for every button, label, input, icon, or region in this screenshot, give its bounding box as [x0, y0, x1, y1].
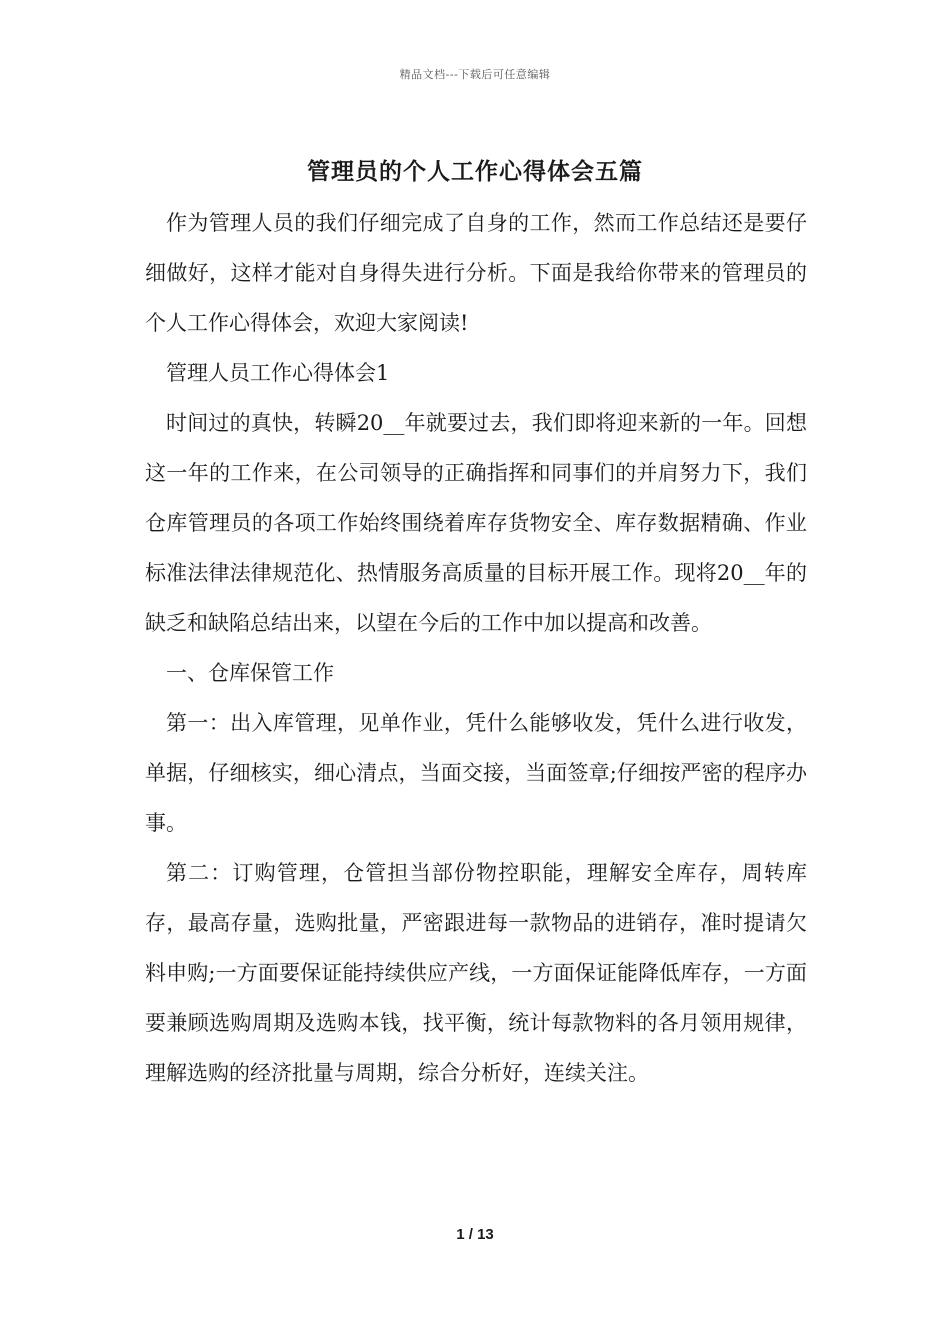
document-title: 管理员的个人工作心得体会五篇	[307, 158, 643, 185]
intro-paragraph: 作为管理人员的我们仔细完成了自身的工作，然而工作总结还是要仔细做好，这样才能对自身得失进行分析。下面是我给你带来的管理员的个人工作心得体会，欢迎大家阅读!	[145, 211, 807, 335]
document-body	[145, 198, 807, 1098]
subsection-heading: 一、仓库保管工作	[166, 661, 334, 685]
page-indicator: 1 / 13	[456, 1226, 494, 1243]
body-paragraph: 时间过的真快，转瞬20__年就要过去，我们即将迎来新的一年。回想这一年的工作来，在公司领导的正确指挥和同事们的并肩努力下，我们仓库管理员的各项工作始终围绕着库存货物安全、库存数据精确、作业标准法律法律规范化、热情服务高质量的目标开展工作。现将20__年的缺乏和缺陷总结出来，以望在今后的工作中加以提高和改善。	[145, 411, 807, 635]
section-heading: 管理人员工作心得体会1	[166, 361, 390, 385]
body-paragraph: 第一：出入库管理，见单作业，凭什么能够收发，凭什么进行收发，单据，仔细核实，细心清点，当面交接，当面签章;仔细按严密的程序办事。	[145, 711, 807, 835]
body-paragraph: 第二：订购管理，仓管担当部份物控职能，理解安全库存，周转库存，最高存量，选购批量，严密跟进每一款物品的进销存，准时提请欠料申购;一方面要保证能持续供应产线，一方面保证能降低库存，一方面要兼顾选购周期及选购本钱，找平衡，统计每款物料的各月领用规律，理解选购的经济批量与周期，综合分析好，连续关注。	[145, 861, 807, 1085]
header-note: 精品文档---下载后可任意编辑	[399, 68, 551, 81]
